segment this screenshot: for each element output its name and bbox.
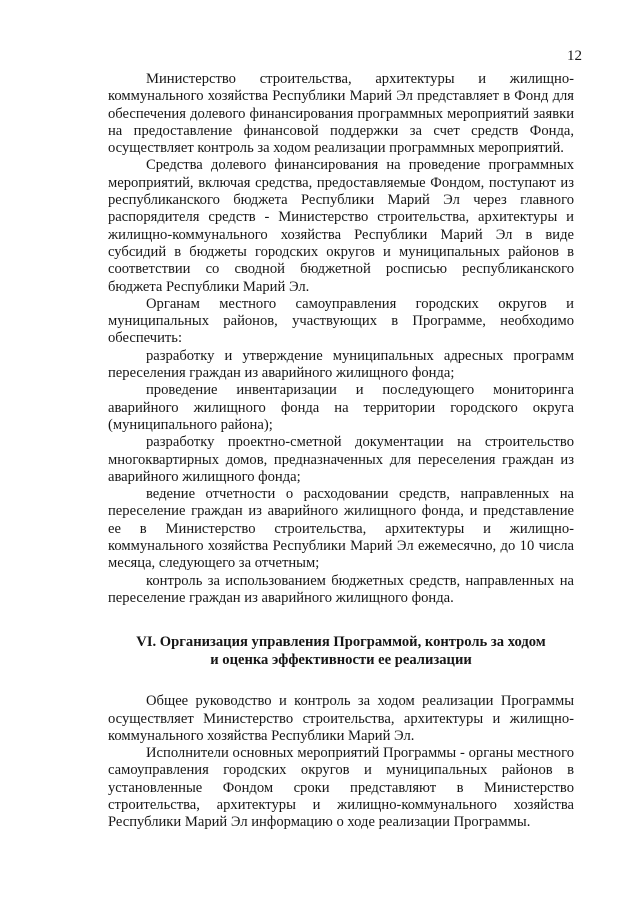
section-heading-line-1: VI. Организация управления Программой, контроль за ходом	[136, 634, 546, 651]
paragraph: Исполнители основных мероприятий Программы - органы местного самоуправления городских округов и муниципальных районов в установленные Фондом сроки представляют в Министерство строительства, архитектуры и жилищно-коммунального хозяйства Республики Марий Эл информацию о ходе реализации Программы.	[108, 745, 574, 831]
section-heading	[108, 633, 574, 669]
section-heading-line-2: и оценка эффективности ее реализации	[210, 652, 472, 669]
paragraph: Общее руководство и контроль за ходом реализации Программы осуществляет Министерство строительства, архитектуры и жилищно-коммунального хозяйства Республики Марий Эл.	[108, 693, 574, 744]
document-body	[108, 71, 574, 832]
paragraph: Министерство строительства, архитектуры и жилищно-коммунального хозяйства Республики Марий Эл представляет в Фонд для обеспечения долевого финансирования программных мероприятий заявки на предоставление финансовой поддержки за счет средств Фонда, осуществляет контроль за ходом реализации программных мероприятий.	[108, 71, 574, 157]
list-item: контроль за использованием бюджетных средств, направленных на переселение граждан из аварийного жилищного фонда.	[108, 572, 574, 606]
paragraph: Органам местного самоуправления городских округов и муниципальных районов, участвующих в Программе, необходимо обеспечить:	[108, 295, 574, 347]
paragraph: Средства долевого финансирования на проведение программных мероприятий, включая средства, предоставляемые Фондом, поступают из республиканского бюджета Республики Марий Эл через главного распорядителя средств - Министерство строительства, архитектуры и жилищно-коммунального хозяйства Республики Марий Эл в виде субсидий в бюджеты городских округов и муниципальных районов в соответствии со сводной бюджетной росписью республиканского бюджета Республики Марий Эл.	[108, 157, 574, 295]
list-item: разработку проектно-сметной документации на строительство многоквартирных домов, предназначенных для переселения граждан из аварийного жилищного фонда;	[108, 434, 574, 485]
page-number: 12	[567, 48, 582, 64]
list-item: проведение инвентаризации и последующего мониторинга аварийного жилищного фонда на территории городского округа (муниципального района);	[108, 382, 574, 433]
list-item: ведение отчетности о расходовании средств, направленных на переселение граждан из аварийного жилищного фонда, и представление ее в Министерство строительства, архитектуры и жилищно-коммунального хозяйства Республики Марий Эл ежемесячно, до 10 числа месяца, следующего за отчетным;	[108, 486, 574, 572]
list-item: разработку и утверждение муниципальных адресных программ переселения граждан из аварийного жилищного фонда;	[108, 347, 574, 382]
